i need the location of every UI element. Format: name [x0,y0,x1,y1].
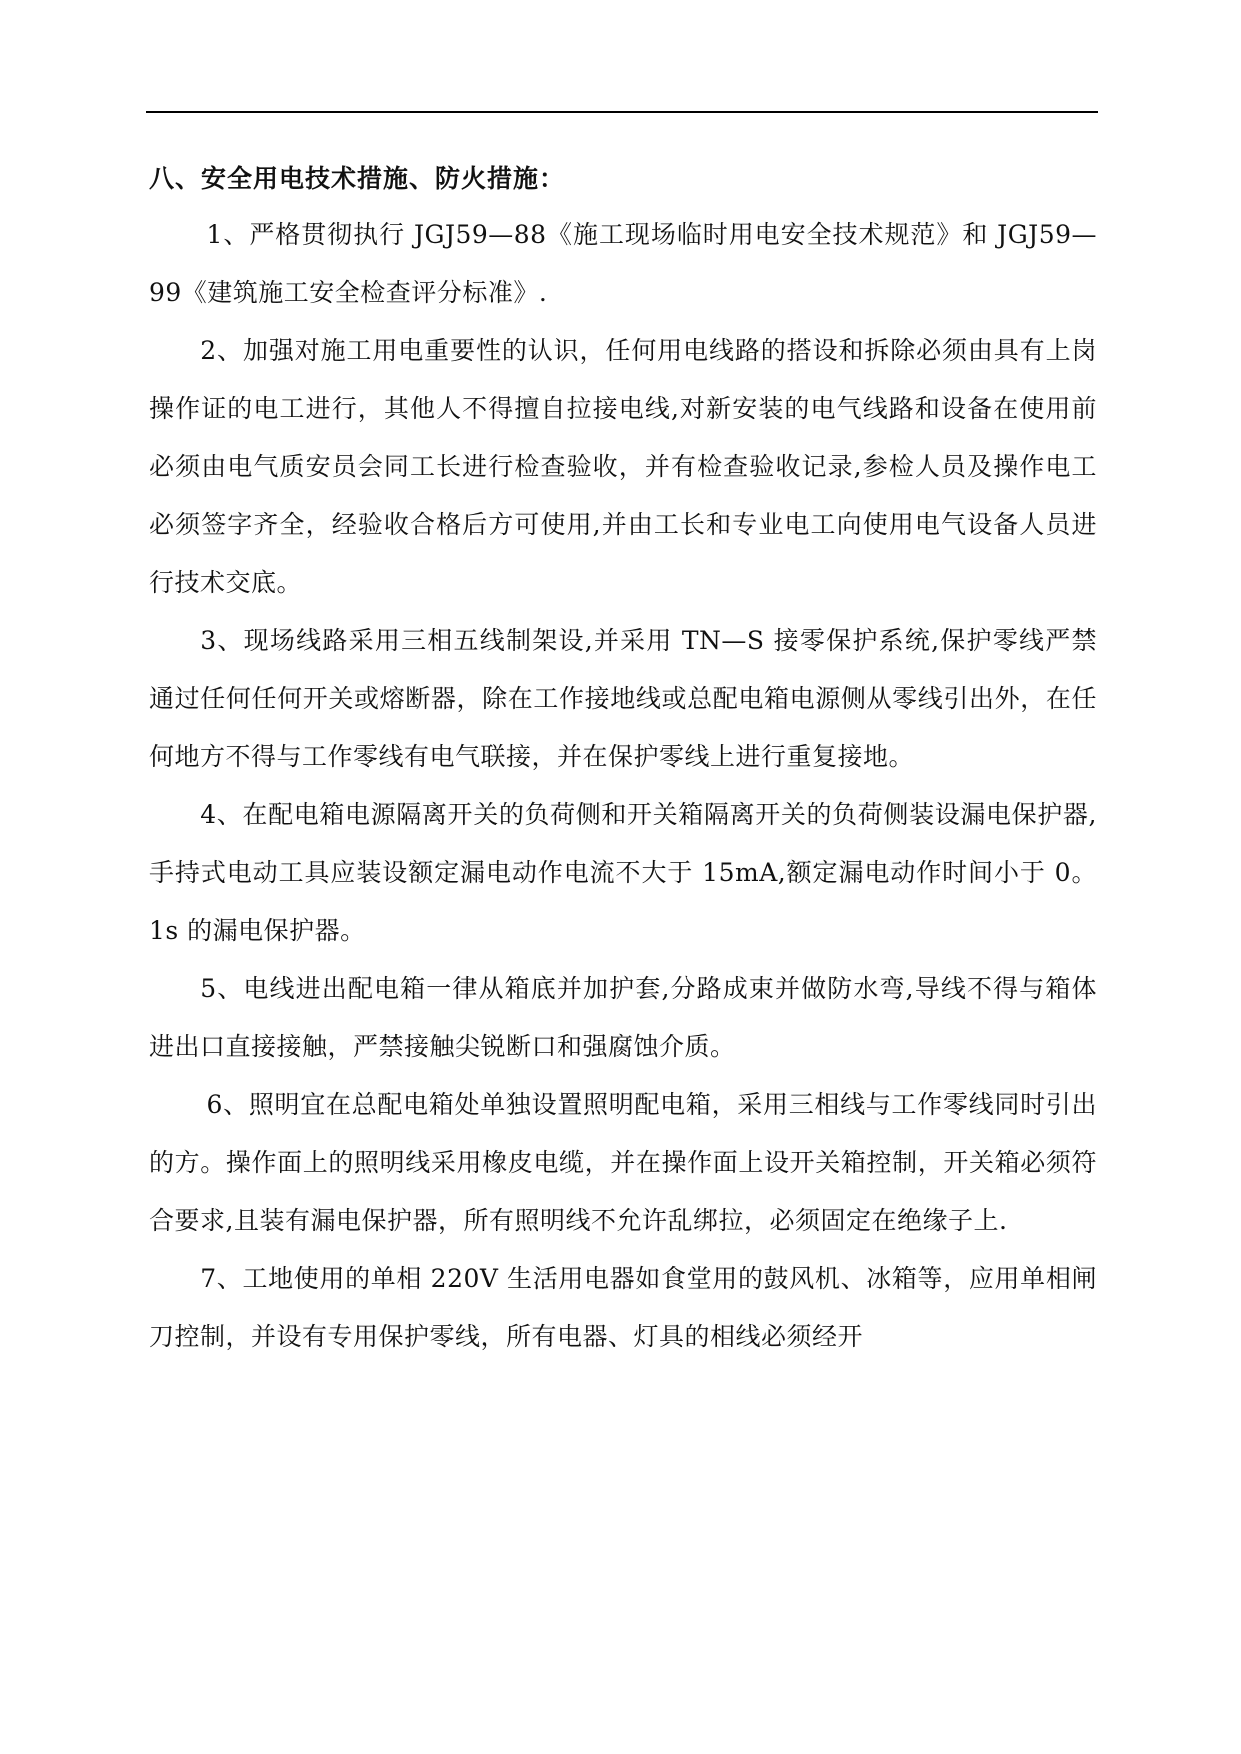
header-rule [146,111,1098,113]
paragraph-5: 5、电线进出配电箱一律从箱底并加护套,分路成束并做防水弯,导线不得与箱体进出口直接接触，严禁接触尖锐断口和强腐蚀介质。 [149,974,1097,1061]
section-heading: 八、安全用电技术措施、防火措施： [149,164,566,193]
document-body [149,160,1097,1366]
paragraph-6: 6、照明宜在总配电箱处单独设置照明配电箱，采用三相线与工作零线同时引出的方。操作面上的照明线采用橡皮电缆，并在操作面上设开关箱控制，开关箱必须符合要求,且装有漏电保护器，所有照明线不允许乱绑拉，必须固定在绝缘子上. [149,1090,1097,1235]
paragraph-4: 4、在配电箱电源隔离开关的负荷侧和开关箱隔离开关的负荷侧装设漏电保护器,手持式电动工具应装设额定漏电动作电流不大于 15mA,额定漏电动作时间小于 0。1s 的漏电保护器。 [149,800,1097,945]
paragraph-7: 7、工地使用的单相 220V 生活用电器如食堂用的鼓风机、冰箱等，应用单相闸刀控制，并设有专用保护零线，所有电器、灯具的相线必须经开 [149,1264,1097,1351]
paragraph-2: 2、加强对施工用电重要性的认识，任何用电线路的搭设和拆除必须由具有上岗操作证的电工进行，其他人不得擅自拉接电线,对新安装的电气线路和设备在使用前必须由电气质安员会同工长进行检查验收，并有检查验收记录,参检人员及操作电工必须签字齐全，经验收合格后方可使用,并由工长和专业电工向使用电气设备人员进行技术交底。 [149,336,1097,597]
paragraph-3: 3、现场线路采用三相五线制架设,并采用 TN—S 接零保护系统,保护零线严禁通过任何任何开关或熔断器，除在工作接地线或总配电箱电源侧从零线引出外，在任何地方不得与工作零线有电气联接，并在保护零线上进行重复接地。 [149,626,1097,771]
paragraph-1: 1、严格贯彻执行 JGJ59—88《施工现场临时用电安全技术规范》和 JGJ59—99《建筑施工安全检查评分标准》. [149,220,1097,307]
